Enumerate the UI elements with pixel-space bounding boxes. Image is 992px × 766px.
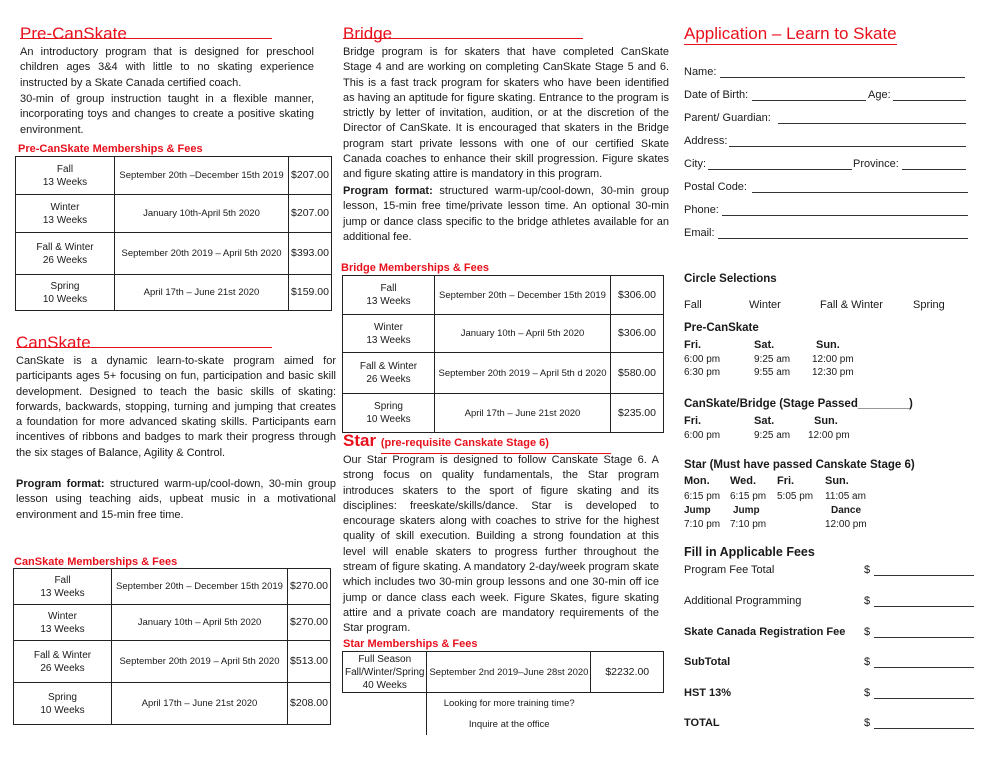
pre-time-sun-1[interactable]: 12:00 pm bbox=[812, 354, 854, 365]
fee-field[interactable] bbox=[874, 667, 974, 668]
canskate-price-cell: $208.00 bbox=[288, 683, 331, 725]
star-time-wed-1[interactable]: 6:15 pm bbox=[730, 491, 767, 502]
star-jump-wed: Jump bbox=[733, 505, 760, 516]
address-label: Address: bbox=[684, 135, 728, 147]
bridge-term-cell: Fall & Winter 26 Weeks bbox=[343, 353, 435, 394]
canskate-dates-cell: January 10th – April 5th 2020 bbox=[112, 605, 288, 641]
fee-field[interactable] bbox=[874, 698, 974, 699]
pre-time-sat-2[interactable]: 9:55 am bbox=[754, 367, 791, 378]
bridge-price-cell: $580.00 bbox=[611, 353, 664, 394]
cs-day-fri: Fri. bbox=[684, 415, 702, 427]
bridge-title bbox=[343, 24, 583, 44]
star-title-text: Star bbox=[343, 431, 377, 450]
star-app-title: Star (Must have passed Canskate Stage 6) bbox=[684, 459, 915, 471]
canskate-title bbox=[16, 333, 272, 353]
precanskate-term-cell: Spring 10 Weeks bbox=[16, 275, 115, 311]
province-field[interactable] bbox=[902, 169, 966, 170]
guardian-label: Parent/ Guardian: bbox=[684, 112, 771, 124]
age-label: Age: bbox=[868, 89, 891, 101]
bridge-row bbox=[343, 394, 664, 433]
circle-title: Circle Selections bbox=[684, 273, 777, 285]
cs-title: CanSkate/Bridge (Stage Passed________) bbox=[684, 398, 913, 410]
pre-time-fri-2[interactable]: 6:30 pm bbox=[684, 367, 721, 378]
fee-field[interactable] bbox=[874, 637, 974, 638]
province-label: Province: bbox=[853, 158, 899, 170]
star-time-sun-2[interactable]: 12:00 pm bbox=[825, 519, 867, 530]
fee-field[interactable] bbox=[874, 575, 974, 576]
canskate-row bbox=[14, 605, 331, 641]
star-time-fri-1[interactable]: 5:05 pm bbox=[777, 491, 814, 502]
fee-field[interactable] bbox=[874, 606, 974, 607]
bridge-row bbox=[343, 315, 664, 353]
dollar-sign: $ bbox=[864, 595, 871, 607]
star-day-wed: Wed. bbox=[730, 475, 757, 487]
phone-label: Phone: bbox=[684, 204, 719, 216]
canskate-term-cell: Fall 13 Weeks bbox=[14, 569, 112, 605]
postal-label: Postal Code: bbox=[684, 181, 747, 193]
bridge-fees-title: Bridge Memberships & Fees bbox=[341, 262, 489, 274]
age-field[interactable] bbox=[893, 100, 966, 101]
star-time-sun-1[interactable]: 11:05 am bbox=[825, 491, 866, 502]
pre-time-sat-1[interactable]: 9:25 am bbox=[754, 354, 791, 365]
fee-label: Skate Canada Registration Fee bbox=[684, 626, 846, 638]
star-title bbox=[343, 431, 611, 454]
season-fall[interactable]: Fall bbox=[684, 299, 702, 311]
canskate-term-cell: Fall & Winter 26 Weeks bbox=[14, 641, 112, 683]
fee-label: SubTotal bbox=[684, 656, 731, 668]
pre-time-sun-2[interactable]: 12:30 pm bbox=[812, 367, 854, 378]
precanskate-title bbox=[20, 24, 272, 44]
dollar-sign: $ bbox=[864, 687, 871, 699]
bridge-term-cell: Spring 10 Weeks bbox=[343, 394, 435, 433]
pre-day-fri: Fri. bbox=[684, 339, 702, 351]
postal-field[interactable] bbox=[752, 192, 968, 193]
pre-day-sat: Sat. bbox=[754, 339, 775, 351]
pre-day-sun: Sun. bbox=[816, 339, 840, 351]
address-field[interactable] bbox=[729, 146, 966, 147]
canskate-row bbox=[14, 641, 331, 683]
application-title: Application – Learn to Skate bbox=[684, 24, 897, 43]
dollar-sign: $ bbox=[864, 626, 871, 638]
dob-field[interactable] bbox=[752, 100, 866, 101]
star-more: Looking for more training time? bbox=[443, 698, 575, 709]
precanskate-row bbox=[16, 195, 332, 233]
dollar-sign: $ bbox=[864, 717, 871, 729]
canskate-format-text: structured warm-up/cool-down, 30-min group lesson using teaching aids, upbeat music in a motivational environment and 15-min free time. bbox=[16, 478, 336, 521]
star-day-mon: Mon. bbox=[684, 475, 710, 487]
fees-title: Fill in Applicable Fees bbox=[684, 545, 815, 559]
bridge-dates-cell: January 10th – April 5th 2020 bbox=[435, 315, 611, 353]
precanskate-format: 30-min of group instruction taught in a flexible manner, incorporating toys and changes to create a positive skating environment. bbox=[20, 93, 314, 136]
bridge-row bbox=[343, 276, 664, 315]
pre-title: Pre-CanSkate bbox=[684, 322, 759, 334]
bridge-price-cell: $306.00 bbox=[611, 315, 664, 353]
dollar-sign: $ bbox=[864, 656, 871, 668]
precanskate-dates-cell: January 10th-April 5th 2020 bbox=[114, 195, 288, 233]
canskate-dates-cell: September 20th 2019 – April 5th 2020 bbox=[112, 641, 288, 683]
precanskate-term-cell: Fall & Winter 26 Weeks bbox=[16, 233, 115, 275]
bridge-term-cell: Winter 13 Weeks bbox=[343, 315, 435, 353]
precanskate-title-text: Pre-CanSkate bbox=[20, 24, 272, 39]
dob-label: Date of Birth: bbox=[684, 89, 749, 101]
bridge-dates-cell: September 20th – December 15th 2019 bbox=[435, 276, 611, 315]
canskate-price-cell: $513.00 bbox=[288, 641, 331, 683]
star-jump-mon: Jump bbox=[684, 505, 711, 516]
star-fees-title: Star Memberships & Fees bbox=[343, 638, 478, 650]
bridge-price-cell: $235.00 bbox=[611, 394, 664, 433]
email-label: Email: bbox=[684, 227, 715, 239]
star-fees-table bbox=[342, 651, 664, 735]
star-more-cell bbox=[427, 693, 591, 736]
fee-field[interactable] bbox=[874, 728, 974, 729]
star-dates: September 2nd 2019–June 28st 2020 bbox=[427, 652, 591, 693]
precanskate-dates-cell: September 20th 2019 – April 5th 2020 bbox=[114, 233, 288, 275]
phone-field[interactable] bbox=[722, 215, 968, 216]
precanskate-term-cell: Fall 13 Weeks bbox=[16, 157, 115, 195]
precanskate-intro: An introductory program that is designed for preschool children ages 3&4 with little to no skating experience instructed by a Skate Canada certified coach. bbox=[20, 46, 314, 89]
canskate-term-cell: Spring 10 Weeks bbox=[14, 683, 112, 725]
bridge-title-text: Bridge bbox=[343, 24, 583, 39]
precanskate-price-cell: $207.00 bbox=[289, 157, 332, 195]
canskate-dates-cell: April 17th – June 21st 2020 bbox=[112, 683, 288, 725]
dollar-sign: $ bbox=[864, 564, 871, 576]
canskate-term-cell: Winter 13 Weeks bbox=[14, 605, 112, 641]
canskate-row bbox=[14, 683, 331, 725]
star-time-mon-1[interactable]: 6:15 pm bbox=[684, 491, 721, 502]
bridge-fees-table bbox=[342, 275, 664, 433]
city-label: City: bbox=[684, 158, 706, 170]
cs-day-sat: Sat. bbox=[754, 415, 775, 427]
canskate-format-label: Program format: bbox=[16, 478, 105, 490]
precanskate-price-cell: $207.00 bbox=[289, 195, 332, 233]
pre-time-fri-1[interactable]: 6:00 pm bbox=[684, 354, 721, 365]
canskate-price-cell: $270.00 bbox=[288, 569, 331, 605]
email-field[interactable] bbox=[718, 238, 968, 239]
fee-label: TOTAL bbox=[684, 717, 720, 729]
name-label: Name: bbox=[684, 66, 717, 78]
star-body: Our Star Program is designed to follow Canskate Stage 6. A strong focus on quality fundamentals, the Star program introduces skaters to the sport of figure skating and its disciplines: freeskate/skills/dance. Star is developed to encourage skaters along with coaches to strive for the highest quality of skill execution. Building a strong foundation at this level will enable skaters to progress further throughout the stream of figure skating. A mandatory 2-day/week program skate which includes two 30-min group lessons and one 30-min off ice jump or dance class each week. Figure Skates, figure skating attire and a private coach are mandatory requirements of the Star program. bbox=[343, 454, 659, 635]
bridge-format bbox=[343, 184, 669, 245]
cs-time-fri[interactable]: 6:00 pm bbox=[684, 430, 721, 441]
canskate-intro: CanSkate is a dynamic learn-to-skate program aimed for participants ages 5+ focusing on fun, participation and basic skill development. Designed to teach the basic skills of skating: forwards, backwards, stopping, turning and jumping that creates a foundation for more advanced skating skills. Participants earn incentives of ribbons and badges to mark their progress through the six stages of Balance, Agility & Control. bbox=[16, 355, 336, 459]
bridge-intro: Bridge program is for skaters that have completed CanSkate Stage 4 and are working on completing CanSkate Stage 5 and 6. This is a fast track program for skaters who have been identified as having an aptitude for figure skating. Entrance to the program is strictly by letter of invitation, audition, or at the discretion of the Director of CanSkate. It is encouraged that skaters in the Bridge program start private lessons with one of our certified Skate Canada coaches to enhance their skill progression. Figure skates and figure skating attire is mandatory in this program. bbox=[343, 46, 669, 181]
star-time-wed-2[interactable]: 7:10 pm bbox=[730, 519, 767, 530]
precanskate-dates-cell: September 20th –December 15th 2019 bbox=[114, 157, 288, 195]
star-time-mon-2[interactable]: 7:10 pm bbox=[684, 519, 721, 530]
cs-time-sat[interactable]: 9:25 am bbox=[754, 430, 791, 441]
bridge-dates-cell: April 17th – June 21st 2020 bbox=[435, 394, 611, 433]
season-fall-winter[interactable]: Fall & Winter bbox=[820, 299, 883, 311]
precanskate-price-cell: $393.00 bbox=[289, 233, 332, 275]
canskate-format bbox=[16, 477, 336, 523]
cs-day-sun: Sun. bbox=[814, 415, 838, 427]
precanskate-row bbox=[16, 233, 332, 275]
star-prereq: (pre-requisite Canskate Stage 6) bbox=[381, 433, 611, 454]
fee-label: Additional Programming bbox=[684, 595, 802, 607]
bridge-price-cell: $306.00 bbox=[611, 276, 664, 315]
precanskate-row bbox=[16, 275, 332, 311]
bridge-term-cell: Fall 13 Weeks bbox=[343, 276, 435, 315]
canskate-row bbox=[14, 569, 331, 605]
bridge-dates-cell: September 20th 2019 – April 5th d 2020 bbox=[435, 353, 611, 394]
bridge-row bbox=[343, 353, 664, 394]
guardian-field[interactable] bbox=[778, 123, 966, 124]
bridge-format-text: structured warm-up/cool-down, 30-min group lesson, 15-min free time/private lesson time. An optional 30-min jump or dance class specific to the bridge athletes available for an additional fee. bbox=[343, 185, 670, 243]
precanskate-fees-title: Pre-CanSkate Memberships & Fees bbox=[18, 143, 203, 155]
canskate-title-text: CanSkate bbox=[16, 333, 272, 348]
star-term: Full Season Fall/Winter/Spring 40 Weeks bbox=[343, 652, 427, 693]
season-spring[interactable]: Spring bbox=[913, 299, 945, 311]
star-price: $2232.00 bbox=[591, 652, 664, 693]
name-field[interactable] bbox=[720, 77, 965, 78]
star-dance-sun: Dance bbox=[831, 505, 862, 516]
precanskate-price-cell: $159.00 bbox=[289, 275, 332, 311]
precanskate-dates-cell: April 17th – June 21st 2020 bbox=[114, 275, 288, 311]
star-day-sun: Sun. bbox=[825, 475, 849, 487]
fee-label: HST 13% bbox=[684, 687, 732, 699]
bridge-format-label: Program format: bbox=[343, 185, 433, 197]
canskate-fees-table bbox=[13, 568, 331, 725]
star-inquire: Inquire at the office bbox=[468, 719, 550, 730]
fee-label: Program Fee Total bbox=[684, 564, 775, 576]
cs-time-sun[interactable]: 12:00 pm bbox=[808, 430, 850, 441]
precanskate-fees-table bbox=[15, 156, 332, 311]
canskate-fees-title: CanSkate Memberships & Fees bbox=[14, 556, 178, 568]
canskate-dates-cell: September 20th – December 15th 2019 bbox=[112, 569, 288, 605]
season-winter[interactable]: Winter bbox=[749, 299, 781, 311]
canskate-price-cell: $270.00 bbox=[288, 605, 331, 641]
precanskate-row bbox=[16, 157, 332, 195]
city-field[interactable] bbox=[708, 169, 852, 170]
star-day-fri: Fri. bbox=[777, 475, 795, 487]
precanskate-term-cell: Winter 13 Weeks bbox=[16, 195, 115, 233]
